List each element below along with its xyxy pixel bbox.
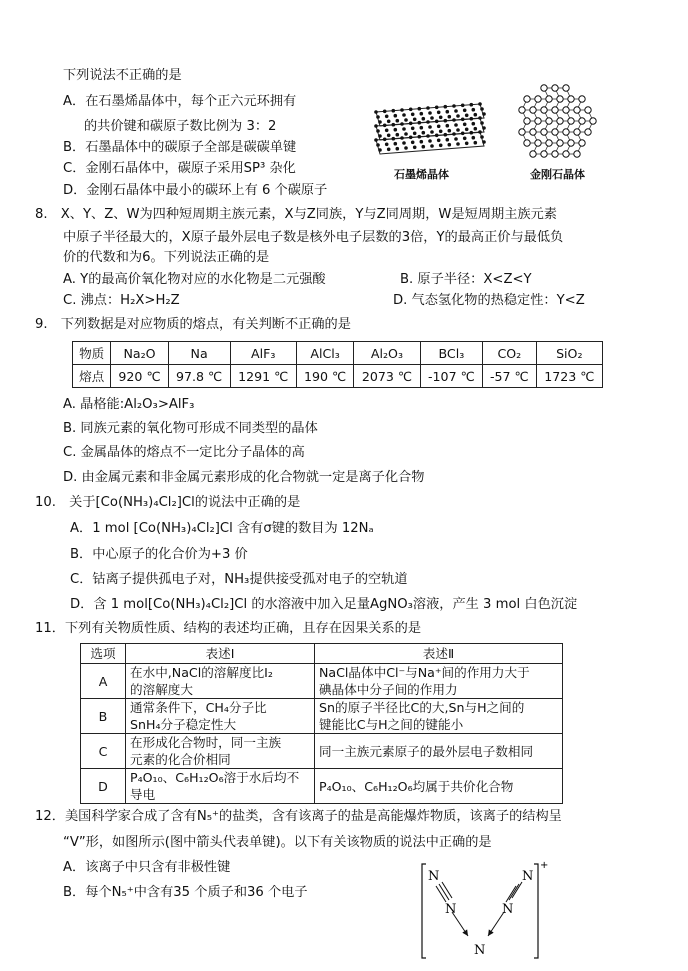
graphene-atom [396, 119, 400, 123]
graphene-atom [409, 136, 413, 140]
graphene-atom [439, 116, 443, 120]
option-cell: C [81, 734, 126, 769]
diamond-atom [568, 140, 574, 146]
statement-2-line: P₄O₁₀、C₆H₁₂O₆均属于共价化合物 [319, 778, 514, 794]
q9-option-c: C. 金属晶体的熔点不一定比分子晶体的高 [63, 445, 305, 460]
diamond-atom [546, 140, 552, 146]
graphene-atom [385, 115, 389, 119]
graphene-atom [413, 146, 417, 150]
graphene-atom [420, 112, 424, 116]
graphene-atom [383, 110, 387, 114]
graphene-atom [418, 107, 422, 111]
diamond-atom [541, 107, 547, 113]
graphene-atom [378, 120, 382, 124]
graphene-atom [480, 107, 484, 111]
statement-2-line: 键能比C与H之间的键能小 [319, 717, 464, 732]
diamond-atom [579, 140, 585, 146]
graphene-atom [448, 115, 452, 119]
q9-option-a: A. 晶格能:Al₂O₃>AlF₃ [63, 397, 195, 412]
charge-sign: + [540, 860, 548, 871]
statement-1-line: 在水中,NaCl的溶解度比I₂ [130, 665, 273, 680]
q9-melting-point-table [72, 341, 603, 388]
q7-stem: 下列说法不正确的是 [63, 68, 182, 83]
table-row [81, 699, 563, 734]
statement-2-line: 同一主族元素原子的最外层电子数相同 [319, 743, 534, 759]
graphene-atom [402, 127, 406, 131]
q10-stem: 10. 关于[Co(NH₃)₄Cl₂]Cl的说法中正确的是 [35, 495, 301, 510]
graphene-atom [378, 134, 382, 138]
mp-cell: 97.8 ℃ [168, 365, 230, 388]
mp-cell: 190 ℃ [296, 365, 353, 388]
diamond-atom [557, 118, 563, 124]
graphene-atom [472, 136, 476, 140]
graphene-atom [478, 116, 482, 120]
row-header-mp: 熔点 [73, 365, 111, 388]
graphene-atom [478, 130, 482, 134]
graphene-atom [392, 137, 396, 141]
graphene-atom [472, 122, 476, 126]
q9-option-d: D. 由金属元素和非金属元素形成的化合物就一定是离子化合物 [63, 470, 425, 485]
graphene-atom [439, 130, 443, 134]
graphene-atom [461, 132, 465, 136]
n-atom-label: N [502, 902, 514, 917]
graphene-atom [374, 124, 378, 128]
graphene-atom [430, 130, 434, 134]
substance-cell: AlF₃ [230, 342, 296, 365]
graphene-atom [374, 110, 378, 114]
q11-stem: 11．下列有关物质性质、结构的表述均正确，且存在因果关系的是 [35, 621, 422, 636]
q7-option-b: B．石墨晶体中的碳原子全部是碳碳单键 [63, 140, 297, 155]
n5-cation-structure [418, 858, 548, 966]
graphene-atom [411, 141, 415, 145]
diamond-atom [519, 129, 525, 135]
graphene-atom [480, 121, 484, 125]
graphene-atom [404, 132, 408, 136]
mp-cell: 920 ℃ [111, 365, 168, 388]
graphene-atom [394, 114, 398, 118]
graphene-atom [428, 111, 432, 115]
graphene-atom [463, 137, 467, 141]
graphene-atom [439, 144, 443, 148]
graphene-atom [402, 113, 406, 117]
graphene-atom [456, 114, 460, 118]
diamond-atom [535, 96, 541, 102]
table-row [73, 365, 603, 388]
graphene-atom [420, 140, 424, 144]
mp-cell: -57 ℃ [483, 365, 536, 388]
diamond-atom [524, 140, 530, 146]
graphene-atom [437, 139, 441, 143]
diamond-atom [557, 140, 563, 146]
q8-option-d: D. 气态氢化物的热稳定性：Y<Z [393, 293, 585, 308]
diamond-atom [585, 129, 591, 135]
graphene-atom [474, 113, 478, 117]
graphene-atom [456, 128, 460, 132]
graphene-atom [418, 121, 422, 125]
n-atom-label: N [428, 869, 440, 884]
statement-1-line: 导电 [130, 787, 156, 802]
table-header-row [81, 644, 563, 664]
diamond-atom [552, 151, 558, 157]
diamond-label: 金刚石晶体 [530, 168, 585, 181]
graphene-atom [400, 108, 404, 112]
q7-option-c: C．金刚石晶体中，碳原子采用SP³ 杂化 [63, 161, 296, 176]
diamond-atom [535, 140, 541, 146]
statement-1-line: 的溶解度大 [130, 682, 193, 697]
substance-cell: CO₂ [483, 342, 536, 365]
statement-1-line: SnH₄分子稳定性大 [130, 717, 237, 732]
graphene-atom [426, 120, 430, 124]
graphene-atom [374, 138, 378, 142]
header-statement-1: 表述Ⅰ [126, 644, 315, 664]
diamond-atom [563, 107, 569, 113]
graphene-atom [400, 122, 404, 126]
diamond-atom [546, 96, 552, 102]
graphene-atom [413, 132, 417, 136]
diamond-atom [574, 129, 580, 135]
q10-option-a: A．1 mol [Co(NH₃)₄Cl₂]Cl 含有σ键的数目为 12Nₐ [70, 521, 374, 536]
q11-statement-table [80, 643, 563, 804]
n-atom-label: N [522, 869, 534, 884]
option-cell: B [81, 699, 126, 734]
graphene-atom [444, 105, 448, 109]
graphene-atom [420, 126, 424, 130]
graphene-atom [376, 143, 380, 147]
graphene-atom [465, 142, 469, 146]
graphene-atom [470, 131, 474, 135]
graphene-atom [470, 117, 474, 121]
diamond-atom [563, 151, 569, 157]
q9-stem: 9. 下列数据是对应物质的熔点，有关判断不正确的是 [35, 317, 351, 332]
q12-stem-line1: 12．美国科学家合成了含有N₅⁺的盐类，含有该离子的盐是高能爆炸物质，该离子的结构呈 [35, 809, 562, 824]
graphene-atom [482, 126, 486, 130]
graphene-atom [435, 106, 439, 110]
graphene-atom [444, 119, 448, 123]
diamond-atom [519, 107, 525, 113]
graphene-atom [376, 129, 380, 133]
graphene-atom [456, 142, 460, 146]
substance-cell: Al₂O₃ [354, 342, 420, 365]
graphene-atom [394, 142, 398, 146]
graphene-atom [446, 110, 450, 114]
q10-option-d: D．含 1 mol[Co(NH₃)₄Cl₂]Cl 的水溶液中加入足量AgNO₃溶液，产生 3 mol 白色沉淀 [70, 597, 578, 612]
header-option: 选项 [81, 644, 126, 664]
graphene-atom [446, 138, 450, 142]
graphene-atom [454, 123, 458, 127]
q10-option-b: B．中心原子的化合价为+3 价 [70, 547, 248, 562]
graphene-atom [404, 146, 408, 150]
graphene-atom [463, 123, 467, 127]
graphene-atom [422, 145, 426, 149]
diamond-atom [541, 151, 547, 157]
diamond-atom [579, 96, 585, 102]
graphene-atom [396, 133, 400, 137]
graphene-atom [446, 124, 450, 128]
graphene-atom [400, 136, 404, 140]
diamond-atom [563, 85, 569, 91]
graphene-atom [452, 118, 456, 122]
graphene-atom [392, 109, 396, 113]
statement-1-line: 元素的化合价相同 [130, 752, 231, 767]
graphene-atom [482, 140, 486, 144]
graphene-atom [465, 114, 469, 118]
diamond-atom [541, 85, 547, 91]
graphene-atom [402, 141, 406, 145]
diamond-atom [579, 118, 585, 124]
q8-stem-line1: 8. X、Y、Z、W为四种短周期主族元素，X与Z同族，Y与Z同周期，W是短周期主族元素 [35, 207, 557, 222]
header-statement-2: 表述Ⅱ [315, 644, 563, 664]
graphene-atom [478, 102, 482, 106]
graphene-atom [463, 109, 467, 113]
q9-option-b: B. 同族元素的氧化物可形成不同类型的晶体 [63, 421, 318, 436]
graphene-atom [452, 132, 456, 136]
graphene-atom [452, 104, 456, 108]
graphene-label: 石墨烯晶体 [394, 168, 449, 181]
diamond-atom [574, 151, 580, 157]
q7-option-d: D．金刚石晶体中最小的碳环上有 6 个碳原子 [63, 183, 328, 198]
diamond-atom [530, 107, 536, 113]
diamond-atom [590, 118, 596, 124]
q12-option-b: B．每个N₅⁺中含有35 个质子和36 个电子 [63, 885, 308, 900]
statement-1-line: P₄O₁₀、C₆H₁₂O₆溶于水后均不 [130, 770, 300, 785]
diamond-atom [524, 96, 530, 102]
graphene-atom [474, 141, 478, 145]
statement-1-line: 通常条件下，CH₄分子比 [130, 700, 267, 715]
diamond-atom [563, 129, 569, 135]
graphene-atom [387, 120, 391, 124]
q7-option-a-cont: 的共价键和碳原子数比例为 3：2 [84, 119, 277, 134]
q8-stem-line3: 价的代数和为6。下列说法正确的是 [63, 250, 270, 265]
graphene-atom [454, 137, 458, 141]
diamond-atom [541, 129, 547, 135]
graphene-atom [482, 112, 486, 116]
graphene-atom [465, 128, 469, 132]
diamond-atom [585, 107, 591, 113]
table-row [81, 769, 563, 804]
statement-2-line: 碘晶体中分子间的作用力 [319, 682, 458, 697]
graphene-atom [428, 125, 432, 129]
graphene-atom [422, 117, 426, 121]
graphene-atom [430, 116, 434, 120]
graphene-atom [472, 108, 476, 112]
n-atom-label: N [445, 902, 457, 917]
diamond-atom [530, 129, 536, 135]
graphene-atom [437, 111, 441, 115]
q8-option-b: B. 原子半径：X<Z<Y [400, 272, 532, 287]
substance-cell: AlCl₃ [296, 342, 353, 365]
graphene-atom [392, 123, 396, 127]
diamond-atom [552, 85, 558, 91]
graphene-atom [396, 147, 400, 151]
n-atom-label: N [474, 943, 486, 958]
mp-cell: 2073 ℃ [354, 365, 420, 388]
substance-cell: SiO₂ [536, 342, 602, 365]
graphene-atom [435, 134, 439, 138]
mp-cell: 1291 ℃ [230, 365, 296, 388]
graphene-atom [474, 127, 478, 131]
graphene-atom [376, 115, 380, 119]
diamond-crystal-figure [512, 80, 598, 166]
option-cell: A [81, 664, 126, 699]
graphene-atom [394, 128, 398, 132]
graphene-atom [461, 118, 465, 122]
graphene-atom [404, 118, 408, 122]
q12-stem-line2: “V”形，如图所示(图中箭头代表单键)。以下有关该物质的说法中正确的是 [63, 835, 492, 850]
graphene-atom [409, 122, 413, 126]
mp-cell: 1723 ℃ [536, 365, 602, 388]
graphene-crystal-figure [362, 98, 494, 164]
graphene-atom [413, 118, 417, 122]
graphene-atom [428, 139, 432, 143]
graphene-atom [444, 133, 448, 137]
graphene-atom [480, 135, 484, 139]
graphene-atom [383, 124, 387, 128]
graphene-atom [448, 129, 452, 133]
q7-option-a: A．在石墨烯晶体中，每个正六元环拥有 [63, 94, 297, 109]
graphene-atom [383, 138, 387, 142]
graphene-atom [411, 127, 415, 131]
q8-stem-line2: 中原子半径最大的，X原子最外层电子数是核外电子层数的3倍，Y的最高正价与最低负 [63, 230, 564, 245]
diamond-atom [552, 129, 558, 135]
diamond-atom [546, 118, 552, 124]
graphene-atom [470, 103, 474, 107]
graphene-atom [411, 113, 415, 117]
graphene-atom [409, 108, 413, 112]
graphene-atom [385, 143, 389, 147]
graphene-atom [422, 131, 426, 135]
table-row [81, 734, 563, 769]
graphene-atom [378, 148, 382, 152]
option-cell: D [81, 769, 126, 804]
diamond-atom [568, 118, 574, 124]
row-header-substance: 物质 [73, 342, 111, 365]
graphene-atom [426, 106, 430, 110]
substance-cell: Na₂O [111, 342, 168, 365]
diamond-atom [557, 96, 563, 102]
graphene-atom [385, 129, 389, 133]
diamond-atom [568, 96, 574, 102]
graphene-atom [454, 109, 458, 113]
graphene-atom [387, 134, 391, 138]
diamond-atom [535, 118, 541, 124]
graphene-atom [426, 134, 430, 138]
diamond-atom [530, 151, 536, 157]
substance-cell: Na [168, 342, 230, 365]
table-row [73, 342, 603, 365]
q12-option-a: A．该离子中只含有非极性键 [63, 860, 231, 875]
diamond-atom [574, 107, 580, 113]
statement-2-line: NaCl晶体中Cl⁻与Na⁺间的作用力大于 [319, 665, 530, 680]
graphene-atom [448, 143, 452, 147]
q8-option-a: A. Y的最高价氧化物对应的水化物是二元强酸 [63, 272, 326, 287]
mp-cell: -107 ℃ [420, 365, 482, 388]
graphene-atom [430, 144, 434, 148]
table-row [81, 664, 563, 699]
q10-option-c: C．钴离子提供孤电子对，NH₃提供接受孤对电子的空轨道 [70, 572, 408, 587]
q8-option-c: C. 沸点：H₂X>H₂Z [63, 293, 180, 308]
graphene-atom [435, 120, 439, 124]
diamond-atom [552, 107, 558, 113]
statement-2-line: Sn的原子半径比C的大,Sn与H之间的 [319, 700, 525, 715]
graphene-atom [418, 135, 422, 139]
graphene-atom [437, 125, 441, 129]
statement-1-line: 在形成化合物时，同一主族 [130, 735, 282, 750]
substance-cell: BCl₃ [420, 342, 482, 365]
diamond-atom [524, 118, 530, 124]
graphene-atom [461, 104, 465, 108]
graphene-atom [387, 148, 391, 152]
